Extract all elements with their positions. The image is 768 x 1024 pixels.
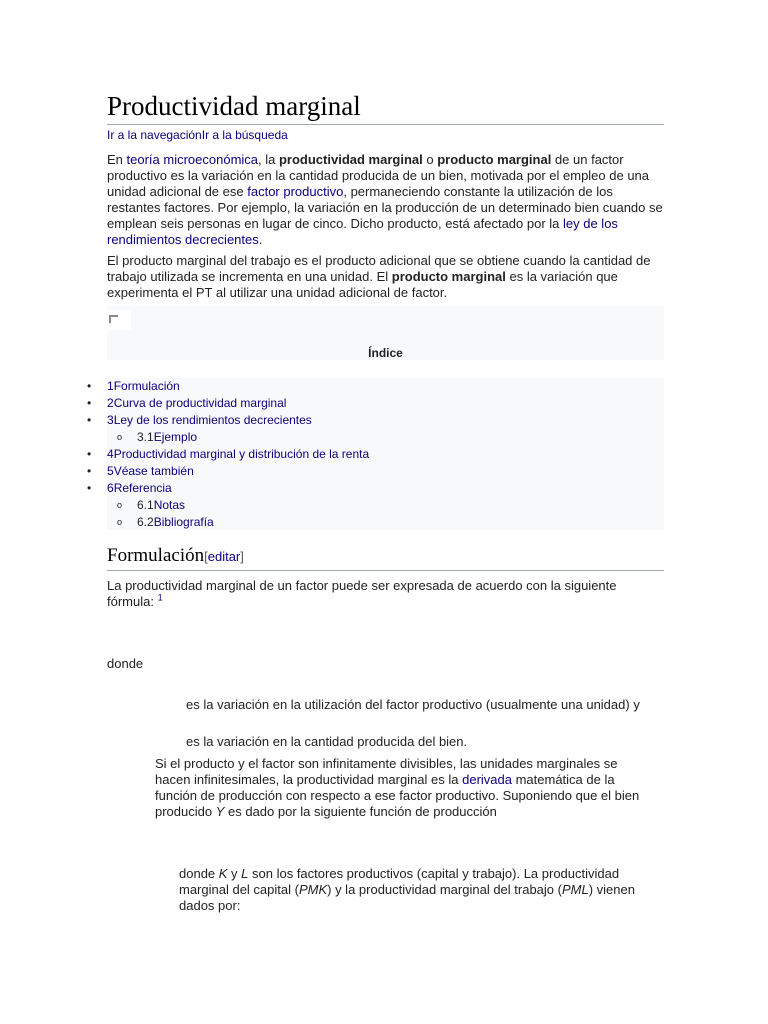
link-factor-productivo[interactable]: factor productivo xyxy=(247,184,344,199)
variable-description-2: es la variación en la cantidad producida del bien. xyxy=(186,734,468,749)
toc-item-referencia[interactable]: • 6Referencia xyxy=(87,481,172,495)
toc-item-notas[interactable]: o 6.1Notas xyxy=(117,498,186,512)
toc-item-distribucion[interactable]: • 4Productividad marginal y distribución de la renta xyxy=(87,447,370,461)
edit-section-link[interactable]: [editar] xyxy=(204,549,244,564)
link-ley-rendimientos[interactable]: ley de los rendimientos decrecientes xyxy=(107,216,618,247)
toc-title: Índice xyxy=(368,346,403,360)
toc-toggle-icon[interactable] xyxy=(107,310,131,330)
toc-item-vease[interactable]: • 5Véase también xyxy=(87,464,194,478)
variable-description-1: es la variación en la utilización del factor productivo (usualmente una unidad) y xyxy=(186,697,640,712)
page-title: Productividad marginal xyxy=(107,90,664,125)
section-heading-formulacion: Formulación[editar] xyxy=(107,545,664,571)
toc-header xyxy=(107,306,664,360)
donde-label: donde xyxy=(107,656,144,671)
jump-links xyxy=(107,127,288,143)
toc-item-ejemplo[interactable]: o 3.1Ejemplo xyxy=(117,430,198,444)
factors-paragraph: donde K y L son los factores productivos (capital y trabajo). La productividad marginal del capital (PMK) y la productividad marginal del trabajo (PML) vienen dados por: xyxy=(179,866,635,913)
link-derivada[interactable]: derivada xyxy=(462,772,512,787)
toc-item-formulacion[interactable]: • 1Formulación xyxy=(87,379,180,393)
jump-to-navigation-link[interactable]: Ir a la navegación xyxy=(107,128,202,142)
intro-paragraph-2: El producto marginal del trabajo es el producto adicional que se obtiene cuando la cantidad de trabajo utilizada se incrementa en una unidad. El producto marginal es la variación que experimenta el PT al utilizar una unidad adicional de factor. xyxy=(107,253,651,300)
toc-item-ley[interactable]: • 3Ley de los rendimientos decrecientes xyxy=(87,413,312,427)
jump-to-search-link[interactable]: Ir a la búsqueda xyxy=(201,128,288,142)
reference-link-1[interactable]: 1 xyxy=(157,592,163,603)
derivative-paragraph: Si el producto y el factor son infinitamente divisibles, las unidades marginales se hacen infinitesimales, la productividad marginal es la derivada matemática de la función de producción con respecto a ese factor productivo. Suponiendo que el bien producido Y es dado por la siguiente función de producción xyxy=(155,756,640,819)
toc-item-curva[interactable]: • 2Curva de productividad marginal xyxy=(87,396,287,410)
formula-intro: La productividad marginal de un factor puede ser expresada de acuerdo con la siguiente fórmula: $^1$ xyxy=(107,578,617,609)
link-teoria-microeconomica[interactable]: teoría microeconómica xyxy=(126,152,259,167)
toc-item-bibliografia[interactable]: o 6.2Bibliografía xyxy=(117,515,214,529)
toc-list xyxy=(87,378,664,530)
intro-paragraph-1: En teoría microeconómica, la productividad marginal o producto marginal de un factor productivo es la variación en la cantidad producida de un bien, motivada por el empleo de una unidad adicional de ese factor productivo, permaneciendo constante la utilización de los restantes factores. Por ejemplo, la variación en la producción de un determinado bien cuando se emplean seis personas en lugar de cinco. Dicho producto, está afectado por la ley de los rendimientos decrecientes. xyxy=(107,152,663,247)
